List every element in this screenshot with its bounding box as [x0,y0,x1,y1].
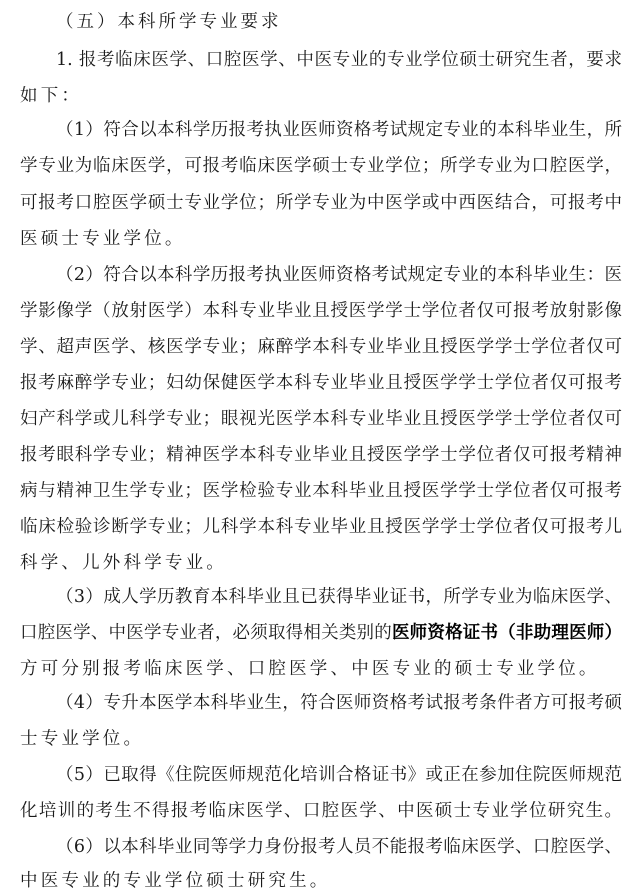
sub2-line: 学、超声医学、核医学专业；麻醉学本科专业毕业且授医学学士学位者仅可 [20,337,622,357]
sub2-line: （2）符合以本科学历报考执业医师资格考试规定专业的本科毕业生：医 [56,265,622,285]
certificate-emphasis: 医师资格证书（非助理医师） [391,623,622,643]
sub4-line: 士专业学位。 [20,729,145,749]
sub4-line: （4）专升本医学本科毕业生，符合医师资格考试报考条件者方可报考硕 [56,693,622,713]
sub5-line: 化培训的考生不得报考临床医学、口腔医学、中医硕士专业学位研究生。 [20,801,622,821]
sub2-line: 临床检验诊断学专业；儿科学本科专业毕业且授医学学士学位者仅可报考儿 [20,517,622,537]
section-heading: （五）本科所学专业要求 [56,12,282,32]
sub2-line: 报考眼科学专业；精神医学本科专业毕业且授医学学士学位者仅可报考精神 [20,445,622,465]
sub3-line2-text: 口腔医学、中医学专业者，必须取得相关类别的 [20,623,392,643]
sub5-line: （5）已取得《住院医师规范化培训合格证书》或正在参加住院医师规范 [56,765,622,785]
sub2-line: 妇产科学或儿科学专业；眼视光医学本科专业毕业且授医学学士学位者仅可 [20,409,622,429]
sub3-line: （3）成人学历教育本科毕业且已获得毕业证书，所学专业为临床医学、 [56,587,622,607]
sub2-line: 报考麻醉学专业；妇幼保健医学本科专业毕业且授医学学士学位者仅可报考 [20,373,622,393]
item1-line: 如下： [20,86,83,106]
sub1-line: 可报考口腔医学硕士专业学位；所学专业为中医学或中西医结合，可报考中 [20,193,622,213]
item1-line: 1. 报考临床医学、口腔医学、中医专业的专业学位硕士研究生者，要求 [56,50,622,70]
sub6-line: 中医专业的专业学位硕士研究生。 [20,871,331,891]
sub2-line: 学影像学（放射医学）本科专业毕业且授医学学士学位者仅可报考放射影像 [20,301,622,321]
sub6-line: （6）以本科毕业同等学力身份报考人员不能报考临床医学、口腔医学、 [56,837,622,857]
sub1-line: 学专业为临床医学，可报考临床医学硕士专业学位；所学专业为口腔医学， [20,156,622,176]
sub3-line-with-emphasis [20,618,622,648]
sub3-line: 方可分别报考临床医学、口腔医学、中医专业的硕士专业学位。 [20,659,600,679]
sub1-line: 医硕士专业学位。 [20,229,186,249]
sub2-line: 病与精神卫生学专业；医学检验专业本科毕业且授医学学士学位者仅可报考 [20,481,622,501]
sub1-line: （1）符合以本科学历报考执业医师资格考试规定专业的本科毕业生，所 [56,120,622,140]
sub2-line: 科学、儿外科学专业。 [20,553,227,573]
